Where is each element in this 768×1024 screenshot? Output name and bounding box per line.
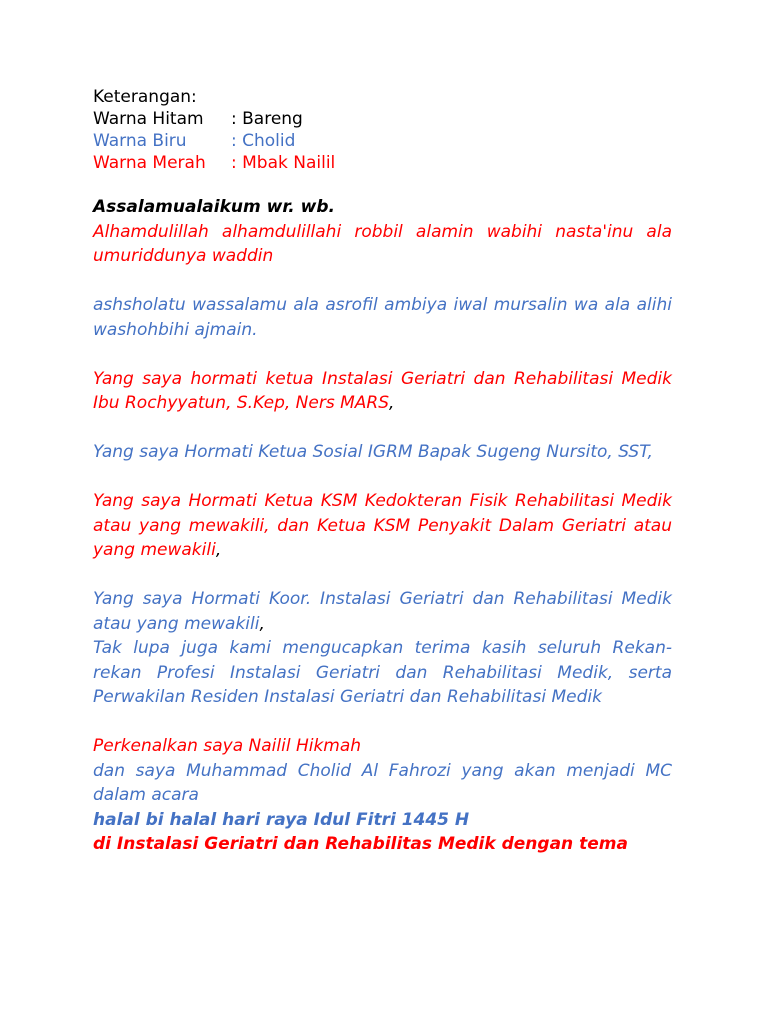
legend-value: : Mbak Nailil: [231, 153, 336, 173]
legend-row-black: [93, 108, 335, 130]
mc-script: [93, 195, 672, 857]
intro-nailil: Perkenalkan saya Nailil Hikmah: [93, 736, 362, 756]
honor-text: Yang saya hormati ketua Instalasi Geriatri dan Rehabilitasi Medik Ibu Rochyyatun, S.Kep, Ners MARS: [93, 368, 672, 413]
event-title: halal bi halal hari raya Idul Fitri 1445 H: [93, 809, 470, 830]
honor-text: Yang saya Hormati Ketua KSM Kedokteran Fisik Rehabilitasi Medik atau yang mewakili, dan Ketua KSM Penyakit Dalam Geriatri atau yang mewakili: [93, 491, 672, 560]
honor-paragraph-2: Yang saya Hormati Ketua Sosial IGRM Bapak Sugeng Nursito, SST,: [93, 442, 653, 462]
color-legend: [93, 86, 335, 174]
legend-value: : Cholid: [231, 131, 296, 151]
paragraph-gap: [93, 465, 672, 490]
paragraph-gap: [93, 563, 672, 588]
paragraph-gap: [93, 416, 672, 441]
honor-suffix: ,: [389, 393, 395, 413]
legend-key: Warna Hitam: [93, 109, 204, 129]
greeting: Assalamualaikum wr. wb.: [93, 197, 335, 217]
legend-row-blue: [93, 130, 335, 152]
sholawat-paragraph: ashsholatu wassalamu ala asrofil ambiya iwal mursalin wa ala alihi washohbihi ajmain.: [93, 295, 672, 340]
honor-suffix: ,: [259, 613, 265, 634]
paragraph-gap: [93, 710, 672, 735]
legend-key: Warna Merah: [93, 153, 206, 173]
paragraph-gap: [93, 342, 672, 367]
honor-suffix: ,: [215, 540, 222, 560]
thanks-paragraph: Tak lupa juga kami mengucapkan terima kasih seluruh Rekan-rekan Profesi Instalasi Geriatri dan Rehabilitasi Medik, serta Perwakilan Residen Instalasi Geriatri dan Rehabilitasi Medik: [93, 638, 672, 707]
honor-paragraph-4: [93, 587, 672, 636]
honor-paragraph-3: [93, 489, 672, 563]
legend-row-red: [93, 152, 335, 174]
paragraph-gap: [93, 269, 672, 294]
honor-paragraph-1: [93, 367, 672, 416]
legend-key: Warna Biru: [93, 131, 187, 151]
legend-heading: Keterangan:: [93, 87, 197, 107]
hamdalah-paragraph: Alhamdulillah alhamdulillahi robbil alamin wabihi nasta'inu ala umuriddunya waddin: [93, 221, 672, 266]
legend-value: : Bareng: [231, 109, 303, 129]
event-venue: di Instalasi Geriatri dan Rehabilitas Medik dengan tema: [93, 834, 628, 854]
honor-text: Yang saya Hormati Koor. Instalasi Geriatri dan Rehabilitasi Medik atau yang mewakili: [93, 589, 672, 634]
intro-cholid: dan saya Muhammad Cholid Al Fahrozi yang akan menjadi MC dalam acara: [93, 760, 672, 805]
